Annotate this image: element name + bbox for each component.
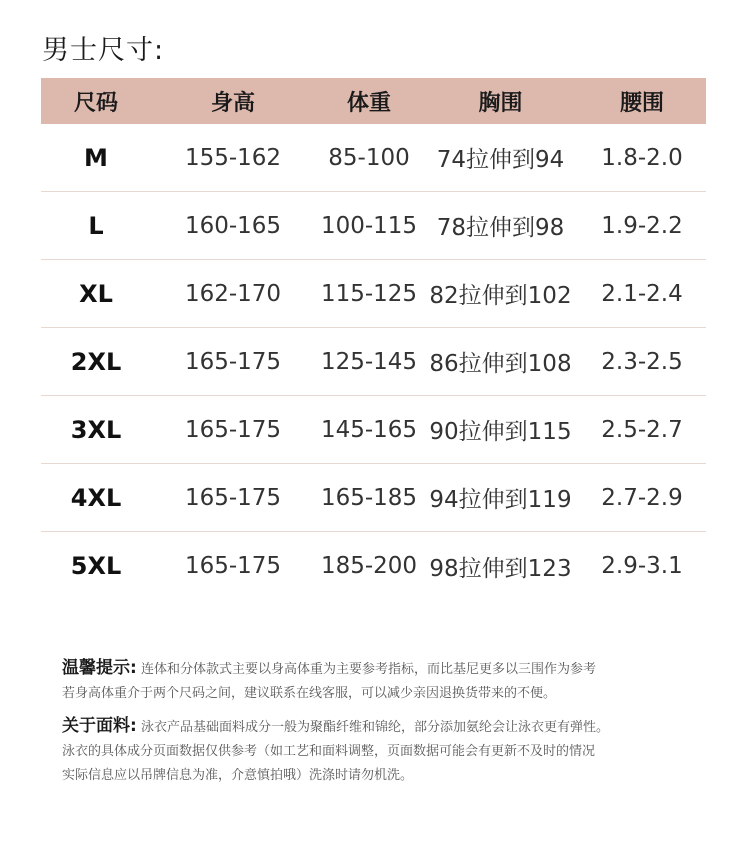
cell-size: M [84,143,108,172]
cell-chest: 74拉伸到94 [436,147,565,173]
table-header [41,78,706,124]
cell-weight: 100-115 [320,212,418,239]
fabric-label: 关于面料: [62,716,137,736]
cell-chest: 98拉伸到123 [429,555,572,582]
cell-height: 165-175 [184,484,282,511]
cell-height: 165-175 [184,553,282,579]
cell-size: XL [79,279,113,308]
header-chest: 胸围 [478,90,523,116]
cell-weight: 165-185 [320,484,418,511]
cell-height: 165-175 [184,348,282,375]
cell-waist: 1.8-2.0 [601,144,683,171]
cell-weight: 115-125 [320,280,418,307]
fabric-line-1: 泳衣产品基础面料成分一般为聚酯纤维和锦纶，部分添加氨纶会让泳衣更有弹性。 [140,720,609,735]
cell-waist: 2.3-2.5 [601,348,683,375]
cell-weight: 85-100 [328,144,410,171]
header-height: 身高 [210,90,255,116]
cell-size: 2XL [70,347,122,376]
cell-weight: 145-165 [320,416,418,443]
cell-chest: 86拉伸到108 [429,351,572,377]
cell-size: 4XL [70,483,122,512]
table-row [41,396,706,464]
table-row [41,328,706,396]
cell-chest: 78拉伸到98 [436,215,565,241]
tip-label: 温馨提示: [62,658,137,678]
table-row [41,260,706,328]
cell-height: 160-165 [184,212,282,239]
cell-size: 3XL [70,415,122,444]
page-title: 男士尺寸: [42,35,165,66]
fabric-note [62,714,722,788]
cell-waist: 1.9-2.2 [601,212,683,239]
tip-note [62,656,722,706]
cell-waist: 2.7-2.9 [601,484,683,511]
cell-weight: 125-145 [320,348,418,375]
notes-section [62,656,722,796]
tip-line-2: 若身高体重介于两个尺码之间，建议联系在线客服，可以减少亲因退换货带来的不便。 [62,686,557,701]
cell-size: L [88,211,104,240]
cell-height: 162-170 [184,280,282,307]
cell-height: 155-162 [184,144,282,171]
cell-chest: 82拉伸到102 [429,283,572,309]
header-weight: 体重 [346,90,391,116]
cell-chest: 90拉伸到115 [429,419,572,445]
table-row [41,464,706,532]
tip-line-1: 连体和分体款式主要以身高体重为主要参考指标，而比基尼更多以三围作为参考 [140,662,596,677]
fabric-line-2: 泳衣的具体成分页面数据仅供参考（如工艺和面料调整，页面数据可能会有更新不及时的情况 [62,744,596,759]
cell-weight: 185-200 [320,553,418,579]
fabric-line-3: 实际信息应以吊牌信息为准，介意慎拍哦）洗涤时请勿机洗。 [62,768,414,783]
header-size: 尺码 [73,90,118,116]
header-waist: 腰围 [619,90,664,116]
cell-waist: 2.9-3.1 [601,553,683,579]
cell-waist: 2.1-2.4 [601,280,683,307]
table-row [41,124,706,192]
cell-chest: 94拉伸到119 [429,487,572,513]
cell-height: 165-175 [184,416,282,443]
cell-waist: 2.5-2.7 [601,416,683,443]
size-table [41,78,706,600]
table-row [41,192,706,260]
cell-size: 5XL [70,552,122,580]
table-row [41,532,706,600]
